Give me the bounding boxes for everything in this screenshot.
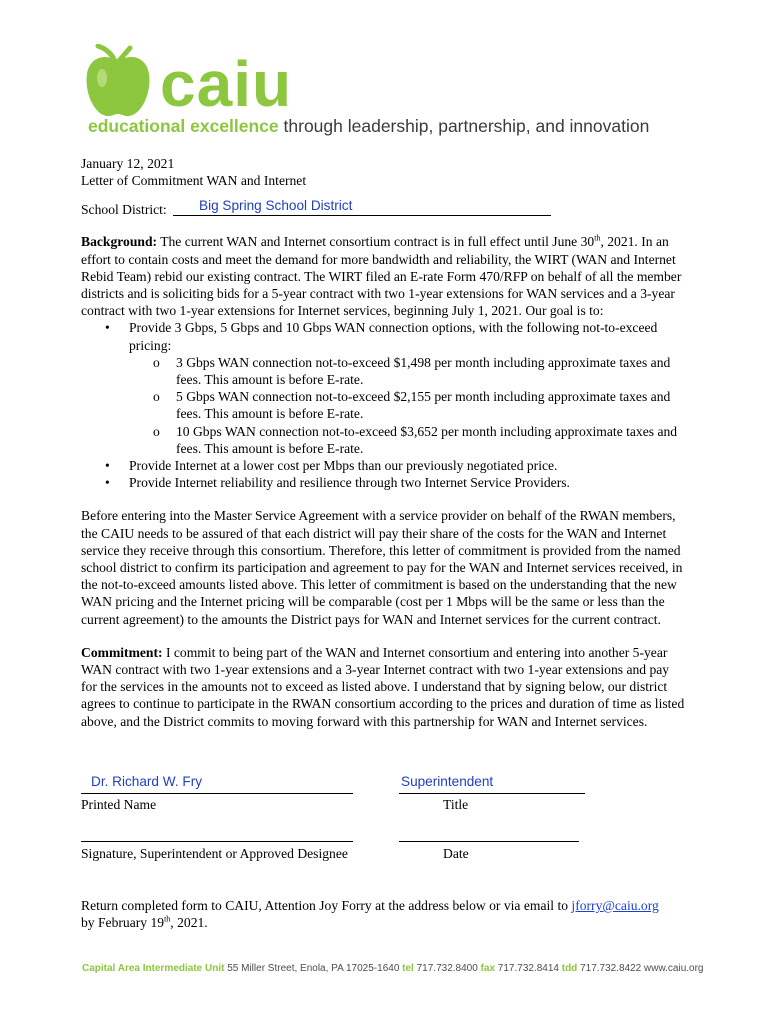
footer-web: www.caiu.org: [641, 963, 704, 974]
printed-name-label: Printed Name: [81, 797, 157, 812]
email-link[interactable]: jforry@caiu.org: [571, 898, 659, 913]
printed-name-line: [81, 793, 353, 794]
signature-label: Signature, Superintendent or Approved Designee: [81, 846, 348, 861]
signature-line: [81, 841, 353, 842]
list-item: o 3 Gbps WAN connection not-to-exceed $1,498 per month including approximate taxes and fees. This amount is before E-rate.: [81, 354, 687, 388]
school-district-line: [173, 215, 551, 216]
goals-list: [81, 319, 687, 491]
letter-body: [81, 155, 687, 730]
pricing-list: [129, 354, 687, 457]
title-line: [399, 793, 585, 794]
background-heading: Background:: [81, 234, 158, 250]
caiu-logo: [82, 44, 692, 144]
title-label: Title: [443, 797, 469, 812]
signature-block: [81, 771, 687, 871]
master-agreement-paragraph: Before entering into the Master Service Agreement with a service provider on behalf of the RWAN members, the CAIU needs to be assured of that each district will pay their share of the costs for the WAN and Internet service they receive through this consortium. Therefore, this letter of commitment is provided from the named school district to confirm its participation and agreement to pay for the WAN and Internet services received, in the not-to-exceed amounts listed above. This letter of commitment is based on the understanding that the new WAN pricing and the Internet pricing will be comparable (cost per 1 Mbps will be the same or less than the current agreement) to the amounts the District pays for WAN and Internet services for the current contract.: [81, 508, 683, 627]
tagline: [88, 115, 649, 137]
printed-name-value[interactable]: Dr. Richard W. Fry: [91, 774, 203, 789]
footer-org: Capital Area Intermediate Unit: [82, 963, 225, 974]
list-item: • Provide Internet at a lower cost per Mbps than our previously negotiated price.: [81, 457, 687, 474]
list-item: • Provide Internet reliability and resilience through two Internet Service Providers.: [81, 474, 687, 491]
brand-wordmark: caiu: [160, 48, 293, 120]
date-label: Date: [443, 846, 469, 861]
school-district-label: School District:: [81, 202, 167, 218]
letter-subject: Letter of Commitment WAN and Internet: [81, 173, 307, 189]
commitment-paragraph: Commitment: I commit to being part of the WAN and Internet consortium and entering into another 5-year WAN contract with two 1-year extensions and a 3-year Internet contract with two 1-year extensions and pay for the services in the amounts not to exceed as listed above. I understand that by signing below, our district agrees to continue to participate in the RWAN consortium according to the prices and duration of time as listed above, and the District commits to moving forward with this partnership for WAN and Internet services.: [81, 644, 685, 729]
list-item: • Provide 3 Gbps, 5 Gbps and 10 Gbps WAN connection options, with the following not-to-exceed pricing: o 3 Gbps WAN connection not-to-exceed $1,498 per month including approximate taxes and fees. This amount is before E-rate. o 5 Gbps WAN connection not-to-exceed $2,155 per month including approximate taxes and fees. This amount is before E-rate. o 10 Gbps WAN connection not-to-exceed $3,652 per month including approximate taxes and fees. This amount is before E-rate.: [81, 319, 687, 457]
apple-icon: [82, 44, 154, 120]
school-district-value[interactable]: Big Spring School District: [199, 198, 353, 214]
return-instructions: Return completed form to CAIU, Attention Joy Forry at the address below or via email to jforry@caiu.org by February 19th, 2021.: [81, 898, 659, 931]
school-district-field: [81, 198, 687, 221]
tagline-rest: through leadership, partnership, and innovation: [278, 116, 650, 136]
tagline-emphasis: educational excellence: [88, 116, 279, 136]
date-line: [399, 841, 579, 842]
footer-address: Capital Area Intermediate Unit 55 Miller Street, Enola, PA 17025-1640 tel 717.732.8400 fax 717.732.8414 tdd 717.732.8422 www.caiu.org: [82, 963, 704, 974]
commitment-heading: Commitment:: [81, 644, 163, 660]
list-item: o 10 Gbps WAN connection not-to-exceed $3,652 per month including approximate taxes and fees. This amount is before E-rate.: [81, 423, 687, 457]
letter-date: January 12, 2021: [81, 156, 175, 171]
list-item: o 5 Gbps WAN connection not-to-exceed $2,155 per month including approximate taxes and fees. This amount is before E-rate.: [81, 388, 687, 422]
background-paragraph: Background: The current WAN and Internet consortium contract is in full effect until June 30th, 2021. In an effort to contain costs and meet the demand for more bandwidth and reliability, the WIRT (WAN and Internet Rebid Team) rebid our existing contract. The WIRT filed an E-rate Form 470/RFP on behalf of all the member districts and is soliciting bids for a 5-year contract with two 1-year extensions for WAN services and a 3-year contract with two 1-year extensions for Internet services, beginning July 1, 2021. Our goal is to:: [81, 233, 682, 319]
title-value[interactable]: Superintendent: [401, 774, 494, 789]
